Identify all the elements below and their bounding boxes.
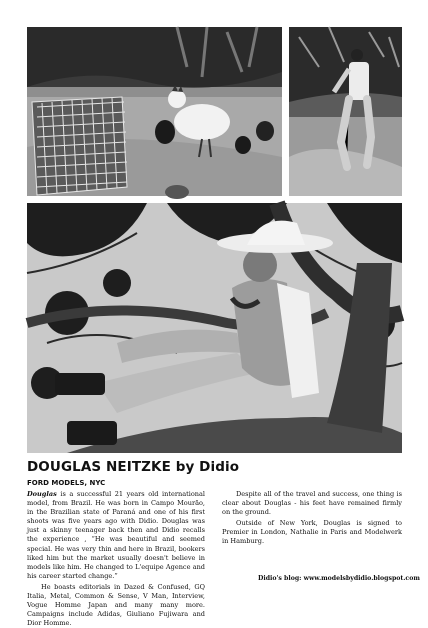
- body-paragraph-1-text: is a successful 21 years old international model, from Brazil. He was born in Campo Mourão, in the Brazilian state of Paraná and one of his first shoots was five years ago with Didio. Douglas was just a skinny teenager back then and Didio recalls the experience , “He was beautiful and seemed special. He was very thin and here in Brazil, bookers liked him but the market usually doesn't believe in models like him. He changed to L'equipe Agence and his career started change.”: [27, 490, 205, 580]
- photo-model-in-tree: [27, 203, 402, 453]
- article-column-right: [222, 490, 402, 547]
- lead-name: Douglas: [27, 490, 57, 498]
- body-paragraph-2: He boasts editorials in Dazed & Confused, GQ Italia, Metal, Common & Sense, V Man, Interview, Vogue Homme Japan and many many more. Campaigns include Adidas, Giuliano Fujiwara and Dior Homme.: [27, 582, 205, 628]
- article-column-left: [27, 490, 205, 628]
- body-paragraph-4: Outside of New York, Douglas is signed to Premier in London, Nathalie in Paris and Modelwerk in Hamburg.: [222, 519, 402, 546]
- blog-credit: Didio's blog: www.modelsbydidio.blogspot.com: [258, 575, 420, 582]
- body-paragraph-3: Despite all of the travel and success, one thing is clear about Douglas - his feet have remained firmly on the ground.: [222, 490, 402, 517]
- agency-label: FORD MODELS, NYC: [27, 479, 106, 487]
- article-headline: DOUGLAS NEITZKE by Didio: [27, 459, 240, 475]
- photo-chickens: [27, 27, 282, 196]
- photo-standing-model: [289, 27, 402, 196]
- body-paragraph-1: [27, 490, 205, 581]
